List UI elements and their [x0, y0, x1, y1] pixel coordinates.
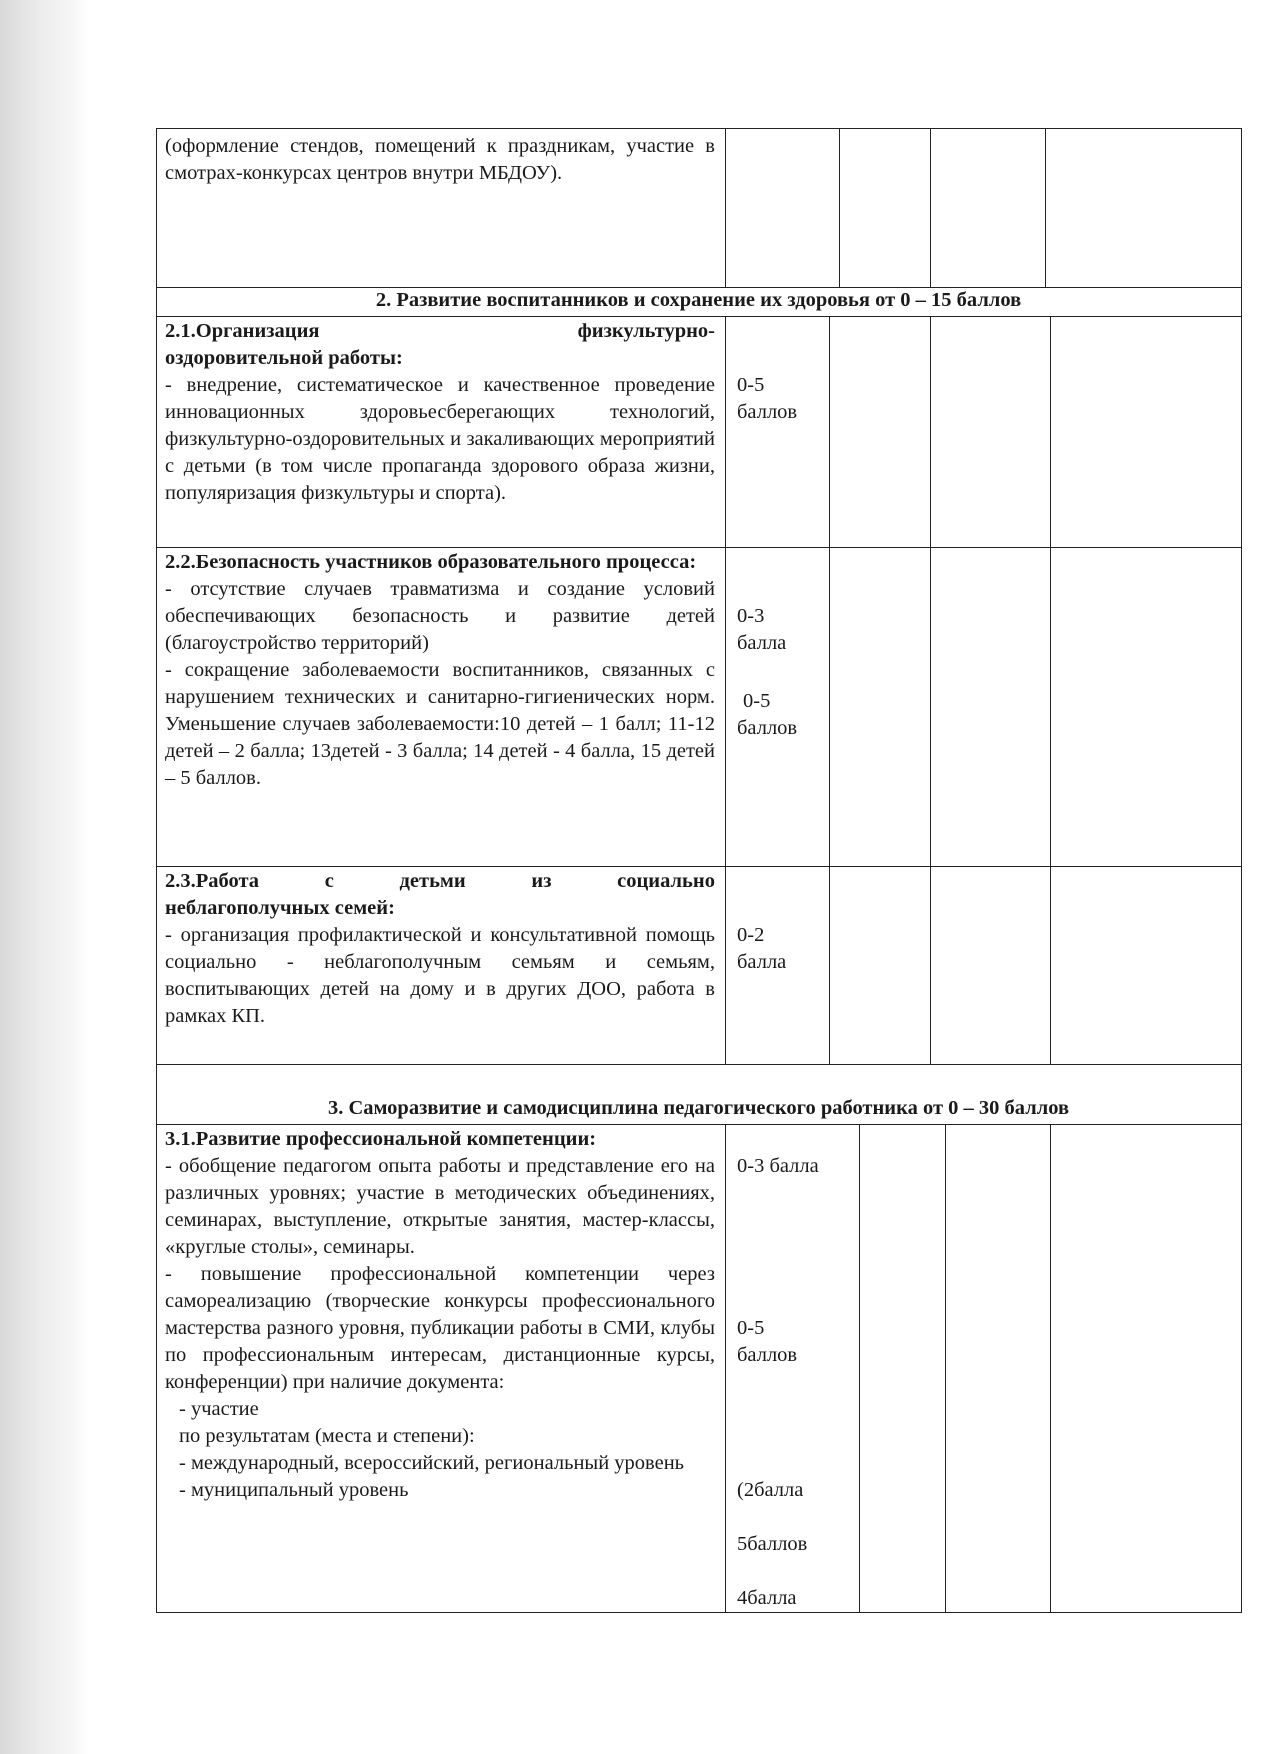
section-3-title: 3. Саморазвитие и самодисциплина педагогического работника от 0 – 30 баллов: [327, 1097, 1070, 1119]
item-2-2-body-2: - сокращение заболеваемости воспитанников, связанных с нарушением технических и санитарно-гигиенических норм. Уменьшение случаев заболеваемости:10 детей – 1 балл; 11-12 детей – 2 балла; 13детей - 3 балла; 14 детей - 4 балла, 15 детей – 5 баллов.: [165, 659, 715, 789]
item-2-1-score: 0-5 баллов: [737, 374, 798, 423]
item-3-1-body-1: - обобщение педагогом опыта работы и представление его на различных уровнях; участие в методических объединениях, семинарах, выступление, открытые занятия, мастер-классы, «круглые столы», семинары.: [165, 1155, 715, 1258]
item-2-2-text: [165, 549, 715, 792]
item-2-2-score-a: 0-3 балла: [737, 605, 787, 654]
item-2-2-heading: 2.2.Безопасность участников образовательного процесса:: [165, 551, 697, 573]
item-2-1-text: [165, 318, 715, 507]
item-2-1-body: - внедрение, систематическое и качественное проведение инновационных здоровьесберегающих технологий, физкультурно-оздоровительных и закаливающих мероприятий с детьми (в том числе пропаганда здорового образа жизни, популяризация физкультуры и спорта).: [165, 374, 715, 504]
item-2-1-heading-c: оздоровительной работы:: [165, 347, 403, 369]
item-2-2-body-1: - отсутствие случаев травматизма и создание условий обеспечивающих безопасность и развитие детей (благоустройство территорий): [165, 578, 715, 654]
item-2-1-heading-a: 2.1.Организация: [165, 320, 320, 342]
scan-edge-shadow: [0, 0, 90, 1754]
section-2-title: 2. Развитие воспитанников и сохранение их здоровья от 0 – 15 баллов: [375, 289, 1022, 311]
item-3-1-text: 3.1.Развитие профессиональной компетенции: - обобщение педагогом опыта работы и представление его на различных уровнях; участие в методических объединениях, семинарах, выступление, открытые занятия, мастер-классы, «круглые столы», семинары. - повышение профессиональной компетенции через самореализацию (творческие конкурсы профессионального мастерства разного уровня, публикации работы в СМИ, клубы по профессиональным интересам, дистанционные курсы, конференции) при наличие документа: - участие по результатам (места и степени): - международный, всероссийский, региональный уровень - муниципальный уровень: [165, 1128, 715, 1501]
item-3-1-score-2: 0-5 баллов: [737, 1317, 798, 1366]
item-3-1-body-2: - повышение профессиональной компетенции через самореализацию (творческие конкурсы профессионального мастерства разного уровня, публикации работы в СМИ, клубы по профессиональным интересам, дистанционные курсы, конференции) при наличие документа:: [165, 1263, 715, 1393]
item-3-1-heading: 3.1.Развитие профессиональной компетенции:: [165, 1128, 597, 1150]
item-2-3-body: - организация профилактической и консультативной помощь социально - неблагополучным семьям и семьям, воспитывающих детей на дому и в других ДОО, работа в рамках КП.: [165, 924, 715, 1027]
item-2-3-score: 0-2 балла: [737, 924, 787, 973]
item-3-1-score-5: 4балла: [737, 1587, 797, 1609]
item-3-1-score-4: 5баллов: [737, 1533, 808, 1555]
item-2-3-text: 2.3.Работа с детьми из социально неблагополучных семей: - организация профилактической и консультативной помощь социально - неблагополучным семьям и семьям, воспитывающих детей на дому и в других ДОО, работа в рамках КП.: [165, 868, 715, 1030]
item-2-2-score-b: 0-5 баллов: [737, 690, 798, 739]
row0-text: (оформление стендов, помещений к праздникам, участие в смотрах-конкурсах центров внутри МБДОУ).: [165, 135, 715, 184]
item-2-1-heading-b: физкультурно-: [577, 320, 715, 342]
item-3-1-score-3: (2балла: [737, 1479, 804, 1501]
item-3-1-score-1: 0-3 балла: [737, 1155, 819, 1177]
